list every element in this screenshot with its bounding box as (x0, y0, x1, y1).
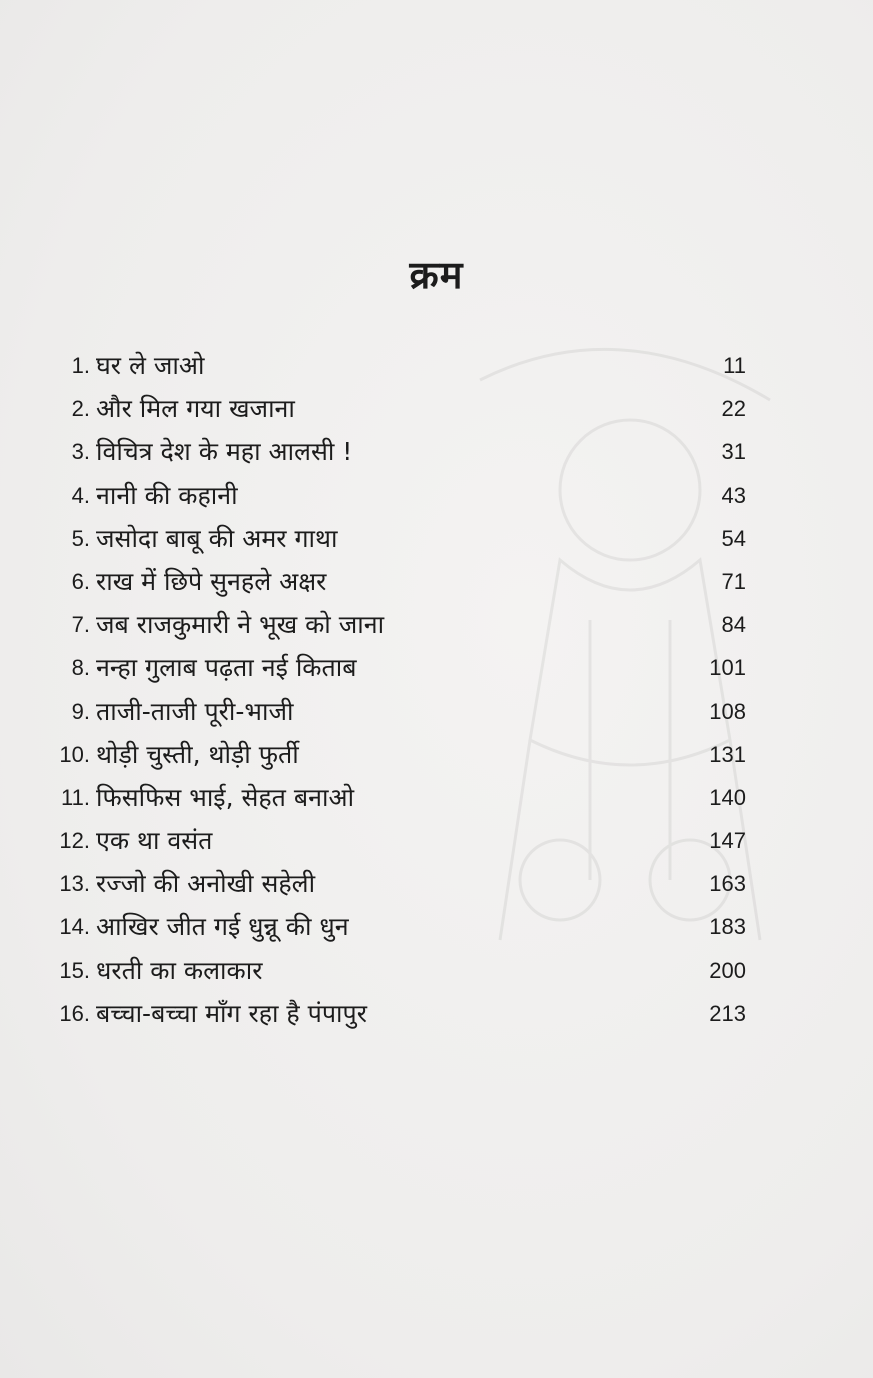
chapter-title: और मिल गया खजाना (96, 394, 295, 424)
chapter-title: विचित्र देश के महा आलसी ! (96, 437, 353, 467)
table-of-contents (30, 344, 750, 1035)
chapter-title: घर ले जाओ (96, 351, 205, 380)
chapter-title: नन्हा गुलाब पढ़ता नई किताब (96, 653, 357, 683)
chapter-title: नानी की कहानी (96, 480, 238, 510)
chapter-number: 3. (71, 439, 90, 465)
chapter-number: 7. (71, 612, 90, 638)
toc-entry (30, 905, 750, 948)
chapter-number: 1. (71, 353, 90, 378)
page-number: 163 (709, 871, 746, 897)
page-number: 108 (709, 698, 746, 724)
page-number: 11 (723, 353, 746, 378)
page-number: 140 (709, 784, 746, 810)
chapter-title: जब राजकुमारी ने भूख को जाना (96, 610, 385, 640)
chapter-number: 16. (59, 1000, 90, 1026)
chapter-title: धरती का कलाकार (96, 955, 263, 985)
toc-entry (30, 646, 750, 689)
chapter-title: थोड़ी चुस्ती, थोड़ी फुर्ती (96, 739, 299, 769)
chapter-number: 12. (59, 828, 90, 854)
chapter-number: 10. (59, 741, 90, 767)
chapter-number: 9. (71, 698, 90, 724)
page-number: 43 (721, 482, 746, 508)
toc-entry (30, 776, 750, 819)
toc-entry (30, 690, 750, 733)
toc-entry (30, 733, 750, 776)
chapter-title: आखिर जीत गई धुन्नू की धुन (96, 912, 349, 942)
page-number: 147 (709, 828, 746, 854)
chapter-number: 15. (59, 957, 90, 983)
chapter-number: 6. (71, 568, 90, 594)
chapter-title: जसोदा बाबू की अमर गाथा (96, 523, 338, 553)
toc-entry (30, 344, 750, 387)
toc-entry (30, 949, 750, 992)
chapter-title: राख में छिपे सुनहले अक्षर (96, 566, 327, 596)
toc-entry (30, 819, 750, 862)
chapter-number: 11. (61, 784, 90, 810)
toc-entry (30, 474, 750, 517)
page-number: 101 (709, 655, 746, 681)
toc-entry (30, 430, 750, 473)
chapter-title: एक था वसंत (96, 826, 213, 856)
toc-entry (30, 603, 750, 646)
chapter-number: 14. (59, 914, 90, 940)
toc-entry (30, 560, 750, 603)
chapter-number: 2. (71, 396, 90, 422)
page-number: 213 (709, 1000, 746, 1026)
chapter-number: 8. (71, 655, 90, 681)
page-number: 183 (709, 914, 746, 940)
page-number: 131 (709, 741, 746, 767)
chapter-title: रज्जो की अनोखी सहेली (96, 869, 316, 899)
toc-entry (30, 862, 750, 905)
chapter-title: फिसफिस भाई, सेहत बनाओ (96, 782, 355, 812)
chapter-number: 4. (71, 482, 90, 508)
toc-entry (30, 992, 750, 1035)
page-number: 54 (721, 525, 746, 551)
contents-heading: क्रम (409, 253, 464, 297)
toc-entry (30, 387, 750, 430)
chapter-number: 5. (71, 525, 90, 551)
page-number: 22 (721, 396, 746, 422)
page-number: 71 (721, 568, 746, 594)
chapter-title: ताजी-ताजी पूरी-भाजी (96, 696, 294, 726)
page-number: 84 (721, 612, 746, 638)
chapter-title: बच्चा-बच्चा माँग रहा है पंपापुर (96, 998, 367, 1028)
page-number: 31 (721, 439, 746, 465)
chapter-number: 13. (59, 871, 90, 897)
toc-entry (30, 517, 750, 560)
page-number: 200 (709, 957, 746, 983)
